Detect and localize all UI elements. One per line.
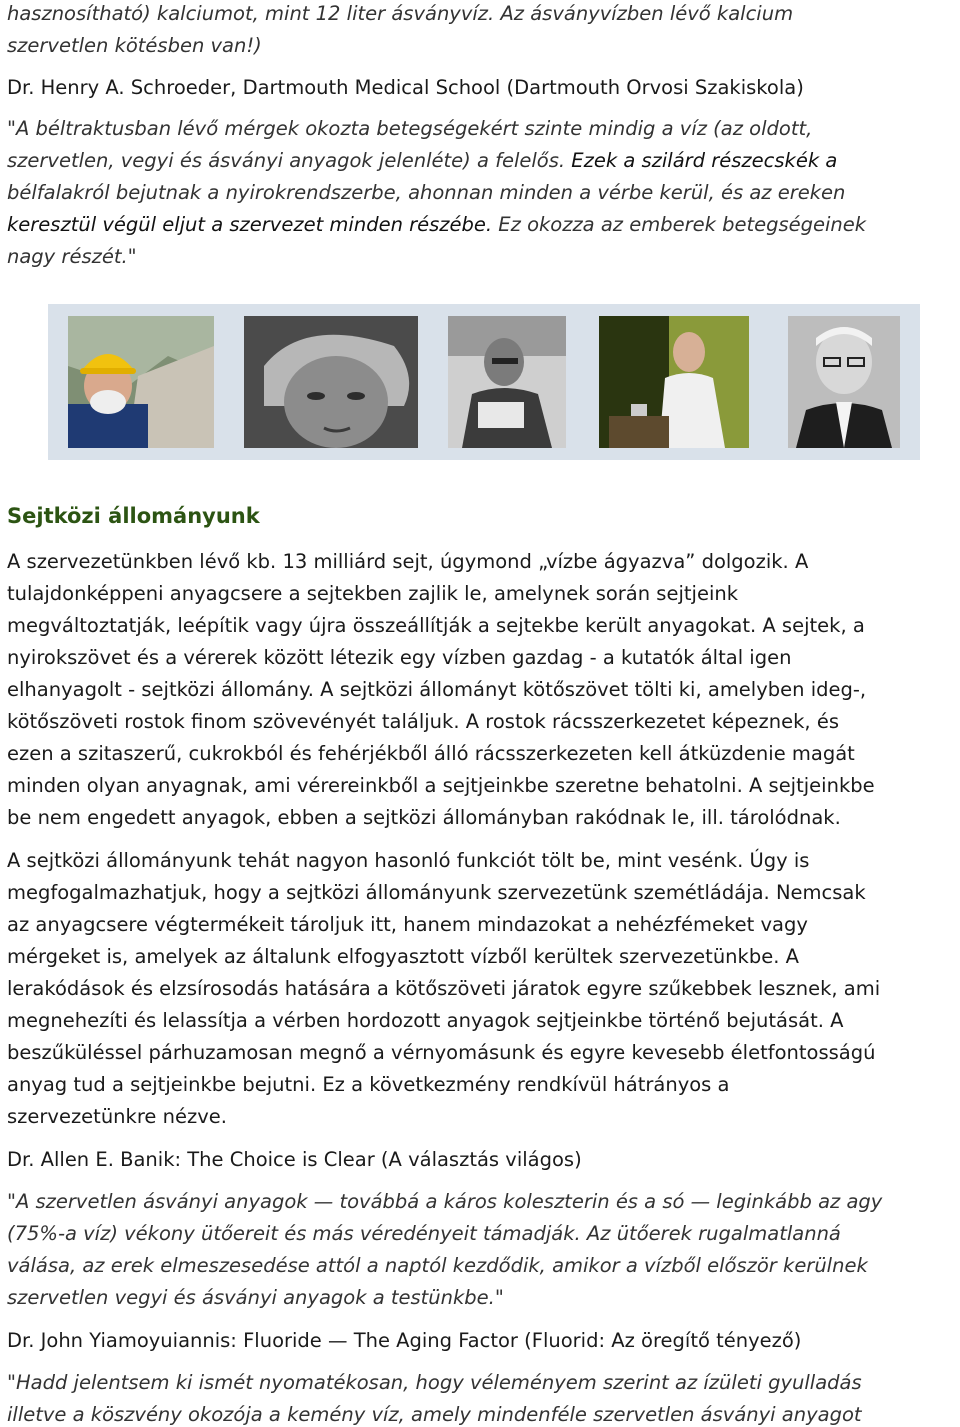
schroeder-quote-line-2 [7, 151, 837, 171]
schroeder-quote-line-5: nagy részét." [7, 245, 137, 268]
portrait-gray-hair-man [244, 316, 418, 448]
section-heading: Sejtközi állományunk [7, 504, 260, 528]
banik-quote-line-4: szervetlen vegyi és ásványi anyagok a testünkbe." [7, 1286, 504, 1309]
portrait-bw-suit-man [788, 316, 900, 448]
schroeder-author: Dr. Henry A. Schroeder, Dartmouth Medical School (Dartmouth Orvosi Szakiskola) [7, 76, 804, 99]
banik-quote-line-2: (75%-a víz) vékony ütőereit és más véredényeit támadják. Az ütőerek rugalmatlanná [7, 1222, 841, 1245]
p2-line-4: mérgeket is, amelyek az általunk elfogyasztott vízből kerültek szervezetünkbe. A [7, 945, 799, 968]
p2-line-8: anyag tud a sejtjeinkbe bejutni. Ez a következmény rendkívül hátrányos a [7, 1073, 730, 1096]
yiamouyiannis-quote-line-2: illetve a köszvény okozója a kemény víz, amely mindenféle szervetlen ásványi anyagot [7, 1403, 862, 1426]
p2-line-5: lerakódások és elzsírosodás hatására a kötőszöveti járatok egyre szűkebbek lesznek, ami [7, 977, 881, 1000]
schroeder-quote-line-4 [7, 215, 866, 235]
p1-line-2: tulajdonképpeni anyagcsere a sejtekben zajlik le, amelynek során sejtjeink [7, 582, 739, 605]
schroeder-quote-line-3: bélfalakról bejutnak a nyirokrendszerbe, ahonnan minden a vérbe kerül, és az ereken [7, 181, 846, 204]
schroeder-quote-line-1: "A béltraktusban lévő mérgek okozta betegségekért szinte mindig a víz (az oldott, [7, 117, 813, 140]
p1-line-9: be nem engedett anyagok, ebben a sejtközi állományban rakódnak le, ill. tárolódnak. [7, 806, 841, 829]
yiamouyiannis-author: Dr. John Yiamoyuiannis: Fluoride — The Aging Factor (Fluorid: Az öregítő tényező) [7, 1329, 802, 1352]
p1-line-5: elhanyagolt - sejtközi állomány. A sejtközi állományt kötőszövet tölti ki, amelyben ideg-, [7, 678, 867, 701]
p2-line-7: beszűküléssel párhuzamosan megnő a vérnyomásunk és egyre kevesebb életfontosságú [7, 1041, 876, 1064]
schroeder-quote-line-2a: szervetlen, vegyi és ásványi anyagok jelenléte) a felelős. [7, 149, 566, 172]
p2-line-1: A sejtközi állományunk tehát nagyon hasonló funkciót tölt be, mint vesénk. Úgy is [7, 849, 810, 872]
p1-line-7: ezen a szitaszerű, cukrokból és fehérjékből álló rácsszerkezeten kell átküzdenie magát [7, 742, 855, 765]
schroeder-quote-line-2b: Ezek a szilárd részecskék a [565, 149, 838, 172]
portrait-hardhat-man [68, 316, 214, 448]
p1-line-6: kötőszöveti rostok finom szövevényét találjuk. A rostok rácsszerkezetet képeznek, és [7, 710, 839, 733]
p1-line-8: minden olyan anyagnak, ami vérereinkből a sejtjeinkbe szeretne behatolni. A sejtjeinkbe [7, 774, 875, 797]
p1-line-1: A szervezetünkben lévő kb. 13 milliárd sejt, úgymond „vízbe ágyazva” dolgozik. A [7, 550, 809, 573]
p1-line-3: megváltoztatják, leépítik vagy újra összeállítják a sejtekbe került anyagokat. A sejtek, a [7, 614, 865, 637]
portrait-photo-strip [48, 304, 920, 460]
p2-line-2: megfogalmazhatjuk, hogy a sejtközi állományunk szervezetünk szemétládája. Nemcsak [7, 881, 866, 904]
banik-author: Dr. Allen E. Banik: The Choice is Clear (A választás világos) [7, 1148, 582, 1171]
intro-line-2: szervetlen kötésben van!) [7, 34, 262, 57]
banik-quote-line-3: válása, az erek elmeszesedése attól a naptól kezdődik, amikor a vízből először kerülnek [7, 1254, 868, 1277]
p2-line-6: megnehezíti és lelassítja a vérben hordozott anyagok sejtjeinkbe történő bejutását. A [7, 1009, 844, 1032]
banik-quote-line-1: "A szervetlen ásványi anyagok — továbbá a káros koleszterin és a só — leginkább az agy [7, 1190, 883, 1213]
portrait-speaker-podium [599, 316, 749, 448]
portrait-reading-man [448, 316, 566, 448]
yiamouyiannis-quote-line-1: "Hadd jelentsem ki ismét nyomatékosan, hogy véleményem szerint az ízületi gyulladás [7, 1371, 862, 1394]
schroeder-quote-line-4b: Ez okozza az emberek betegségeinek [492, 213, 867, 236]
p2-line-3: az anyagcsere végtermékeit tároljuk itt, hanem mindazokat a nehézfémeket vagy [7, 913, 808, 936]
p2-line-9: szervezetünkre nézve. [7, 1105, 227, 1128]
intro-line-1: hasznosítható) kalciumot, mint 12 liter ásványvíz. Az ásványvízben lévő kalcium [7, 2, 794, 25]
schroeder-quote-line-4a: keresztül végül eljut a szervezet minden részébe. [7, 213, 493, 236]
p1-line-4: nyirokszövet és a vérerek között létezik egy vízben gazdag - a kutatók által igen [7, 646, 792, 669]
